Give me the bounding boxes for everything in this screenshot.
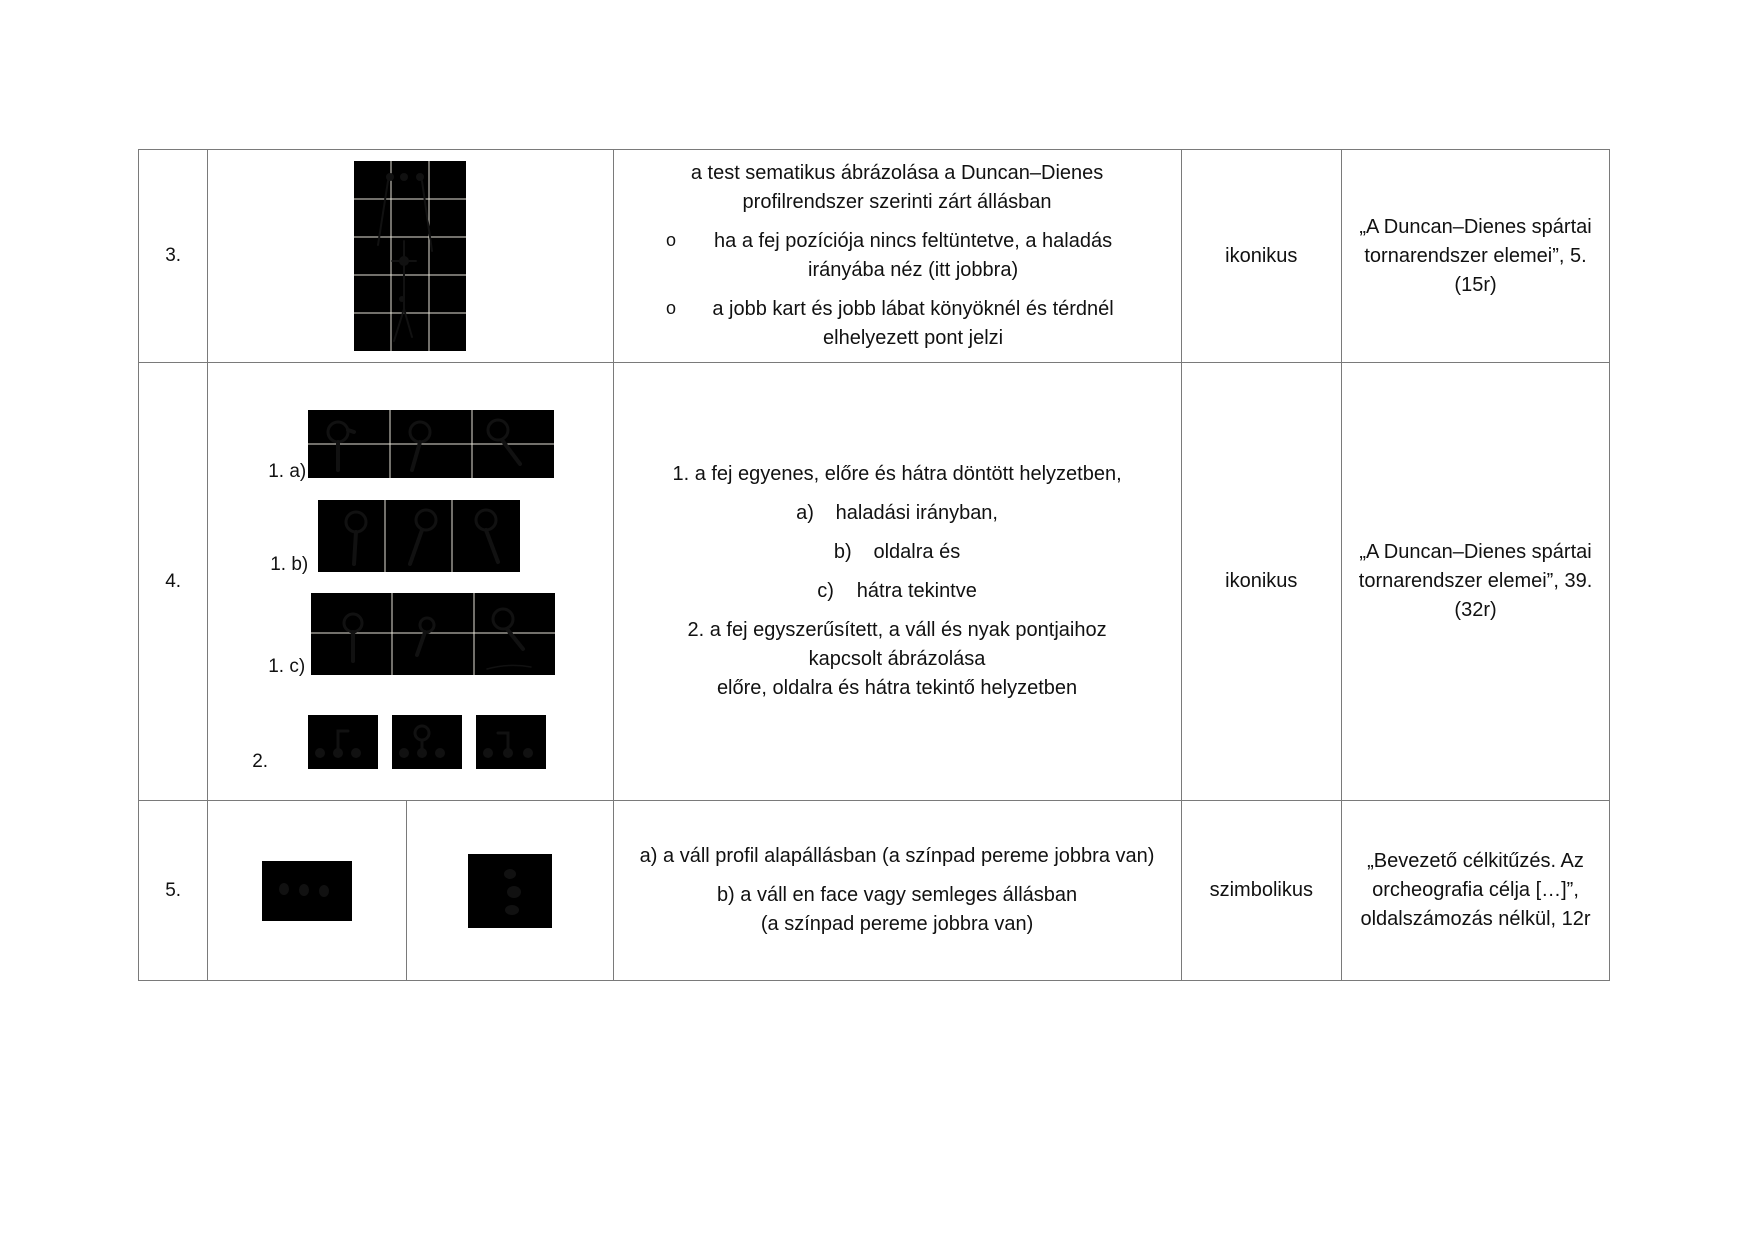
sub-item-text: hátra tekintve xyxy=(856,580,977,602)
head-sideways-image xyxy=(318,500,520,572)
head-backward-looking-image xyxy=(311,593,555,675)
sub-item xyxy=(614,577,1181,606)
description-cell xyxy=(613,363,1181,801)
source-cell: „Bevezető célkitűzés. Az orcheografia célja […]”, oldalszámozás nélkül, 12r xyxy=(1342,801,1610,981)
type-cell: ikonikus xyxy=(1181,150,1342,363)
bullet-text: ha a fej pozíciója nincs feltüntetve, a haladás irányába néz (itt jobbra) xyxy=(714,230,1113,281)
description-intro-line: a test sematikus ábrázolása a Duncan–Dienes xyxy=(690,162,1104,184)
figure-label: 1. c) xyxy=(268,656,306,677)
description-line: kapcsolt ábrázolása xyxy=(808,648,986,670)
description-cell xyxy=(613,801,1181,981)
type-cell: ikonikus xyxy=(1181,363,1342,801)
figure-label: 2. xyxy=(252,751,269,772)
head-simplified-shoulder-neck-image xyxy=(308,715,546,769)
type-cell: szimbolikus xyxy=(1181,801,1342,981)
row-number: 4. xyxy=(139,363,208,801)
description-intro-line: profilrendszer szerinti zárt állásban xyxy=(742,191,1052,213)
head-upright-forward-backward-image xyxy=(308,410,554,478)
table-row xyxy=(139,801,1610,981)
bullet-text: a jobb kart és jobb lábat könyöknél és térdnél elhelyezett pont jelzi xyxy=(712,298,1114,349)
table-row xyxy=(139,150,1610,363)
figure-cell xyxy=(208,801,407,981)
bullet-item xyxy=(614,227,1181,285)
shoulder-profile-three-dots-image xyxy=(262,861,352,921)
sub-item xyxy=(614,499,1181,528)
stick-figure-closed-stance-image xyxy=(354,161,466,351)
sub-item xyxy=(614,538,1181,567)
row-number: 5. xyxy=(139,801,208,981)
sub-item-text: haladási irányban, xyxy=(835,502,998,524)
description-line: b) a váll en face vagy semleges állásban xyxy=(716,884,1078,906)
bullet-marker: o xyxy=(666,230,677,250)
sub-item-letter: a) xyxy=(796,502,814,524)
sub-item-letter: c) xyxy=(817,580,834,602)
description-line: a) a váll profil alapállásban (a színpad pereme jobbra van) xyxy=(639,845,1155,867)
description-cell xyxy=(613,150,1181,363)
sub-item-text: oldalra és xyxy=(873,541,961,563)
figure-label: 1. a) xyxy=(268,461,307,482)
shoulder-en-face-three-dots-image xyxy=(468,854,552,928)
row-number: 3. xyxy=(139,150,208,363)
table-row xyxy=(139,363,1610,801)
description-line: 1. a fej egyenes, előre és hátra döntött helyzetben, xyxy=(672,463,1122,485)
description-line: előre, oldalra és hátra tekintő helyzetben xyxy=(716,677,1078,699)
figure-label: 1. b) xyxy=(270,554,309,575)
description-line: (a színpad pereme jobbra van) xyxy=(760,913,1034,935)
notation-table xyxy=(138,149,1610,981)
source-cell: „A Duncan–Dienes spártai tornarendszer elemei”, 39. (32r) xyxy=(1342,363,1610,801)
description-line: 2. a fej egyszerűsített, a váll és nyak pontjaihoz xyxy=(687,619,1107,641)
figure-cell xyxy=(208,150,613,363)
figure-cell xyxy=(406,801,613,981)
source-cell: „A Duncan–Dienes spártai tornarendszer elemei”, 5. (15r) xyxy=(1342,150,1610,363)
bullet-marker: o xyxy=(666,298,677,318)
figure-cell xyxy=(208,363,613,801)
sub-item-letter: b) xyxy=(833,541,852,563)
bullet-item xyxy=(614,295,1181,353)
